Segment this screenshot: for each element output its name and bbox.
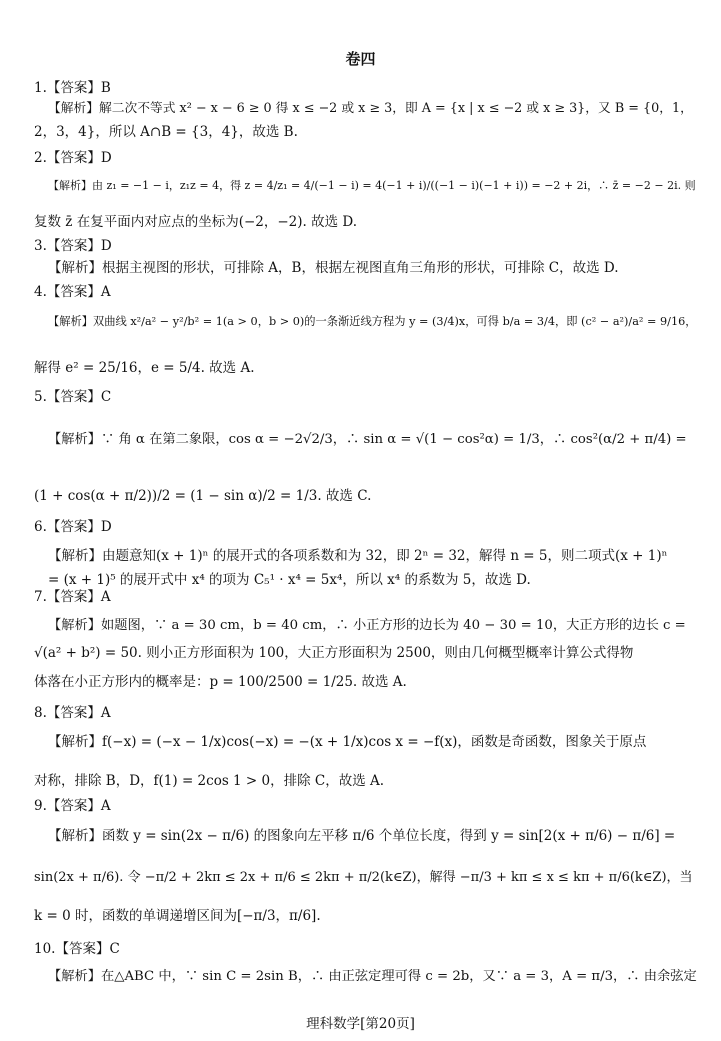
question-7-analysis-line: 【解析】如题图，∵ a = 30 cm，b = 40 cm，∴ 小正方形的边长为 40 − 30 = 10，大正方形的边长 c = <box>48 618 686 633</box>
question-1-analysis-line: 2，3，4}，所以 A∩B = {3，4}，故选 B. <box>34 124 298 140</box>
question-4-analysis-line: 【解析】双曲线 x²/a² − y²/b² = 1(a > 0，b > 0)的一条渐近线方程为 y = (3/4)x，可得 b/a = 3/4，即 (c² − a²)/a² = 9/16， <box>48 315 697 328</box>
question-9-analysis-line: k = 0 时，函数的单调递增区间为[−π/3，π/6]. <box>34 908 321 924</box>
question-5-analysis-line: 【解析】∵ 角 α 在第二象限，cos α = −2√2/3，∴ sin α = √(1 − cos²α) = 1/3，∴ cos²(α/2 + π/4) = <box>48 432 687 447</box>
question-9-analysis-line: 【解析】函数 y = sin(2x − π/6) 的图象向左平移 π/6 个单位长度，得到 y = sin[2(x + π/6) − π/6] = <box>48 828 676 844</box>
question-8-analysis-line: 对称，排除 B，D，f(1) = 2cos 1 > 0，排除 C，故选 A. <box>34 773 385 789</box>
question-4-answer: 4.【答案】A <box>34 284 111 300</box>
question-3-analysis-line: 【解析】根据主视图的形状，可排除 A，B，根据左视图直角三角形的形状，可排除 C，故选 D. <box>48 260 619 276</box>
question-3-answer: 3.【答案】D <box>34 238 112 254</box>
question-9-answer: 9.【答案】A <box>34 798 111 814</box>
question-1-analysis-line: 【解析】解二次不等式 x² − x − 6 ≥ 0 得 x ≤ −2 或 x ≥ 3，即 A = {x | x ≤ −2 或 x ≥ 3}，又 B = {0，1， <box>48 101 693 116</box>
question-8-analysis-line: 【解析】f(−x) = (−x − 1/x)cos(−x) = −(x + 1/x)cos x = −f(x)，函数是奇函数，图象关于原点 <box>48 734 647 750</box>
question-2-answer: 2.【答案】D <box>34 150 112 166</box>
question-4-analysis-line: 解得 e² = 25/16，e = 5/4. 故选 A. <box>34 360 255 376</box>
page-footer: 理科数学[第20页] <box>306 1016 415 1032</box>
question-9-analysis-line: sin(2x + π/6). 令 −π/2 + 2kπ ≤ 2x + π/6 ≤ 2kπ + π/2(k∈Z)，解得 −π/3 + kπ ≤ x ≤ kπ + π/6(k∈Z)，当 <box>34 870 693 885</box>
question-6-answer: 6.【答案】D <box>34 519 112 535</box>
question-7-answer: 7.【答案】A <box>34 589 111 605</box>
question-2-analysis-line: 复数 z̄ 在复平面内对应点的坐标为(−2，−2). 故选 D. <box>34 214 358 230</box>
page-title: 卷四 <box>345 50 376 68</box>
question-7-analysis-line: √(a² + b²) = 50. 则小正方形面积为 100，大正方形面积为 2500，则由几何概型概率计算公式得物 <box>34 645 634 661</box>
question-7-analysis-line: 体落在小正方形内的概率是：p = 100/2500 = 1/25. 故选 A. <box>34 674 407 690</box>
question-10-answer: 10.【答案】C <box>34 941 120 957</box>
question-6-analysis-line: = (x + 1)⁵ 的展开式中 x⁴ 的项为 C₅¹ · x⁴ = 5x⁴，所以 x⁴ 的系数为 5，故选 D. <box>48 572 531 588</box>
question-6-analysis-line: 【解析】由题意知(x + 1)ⁿ 的展开式的各项系数和为 32，即 2ⁿ = 32，解得 n = 5，则二项式(x + 1)ⁿ <box>48 548 668 564</box>
question-8-answer: 8.【答案】A <box>34 705 111 721</box>
question-5-analysis-line: (1 + cos(α + π/2))/2 = (1 − sin α)/2 = 1/3. 故选 C. <box>34 488 372 504</box>
question-10-analysis-line: 【解析】在△ABC 中，∵ sin C = 2sin B，∴ 由正弦定理可得 c = 2b，又∵ a = 3，A = π/3，∴ 由余弦定 <box>48 969 697 984</box>
question-5-answer: 5.【答案】C <box>34 389 112 405</box>
question-1-answer: 1.【答案】B <box>34 80 111 96</box>
question-2-analysis-line: 【解析】由 z₁ = −1 − i，z₁z = 4，得 z = 4/z₁ = 4/(−1 − i) = 4(−1 + i)/((−1 − i)(−1 + i)) = −2 + 2i，∴ z̄ = −2 − 2i. 则 <box>48 179 696 192</box>
